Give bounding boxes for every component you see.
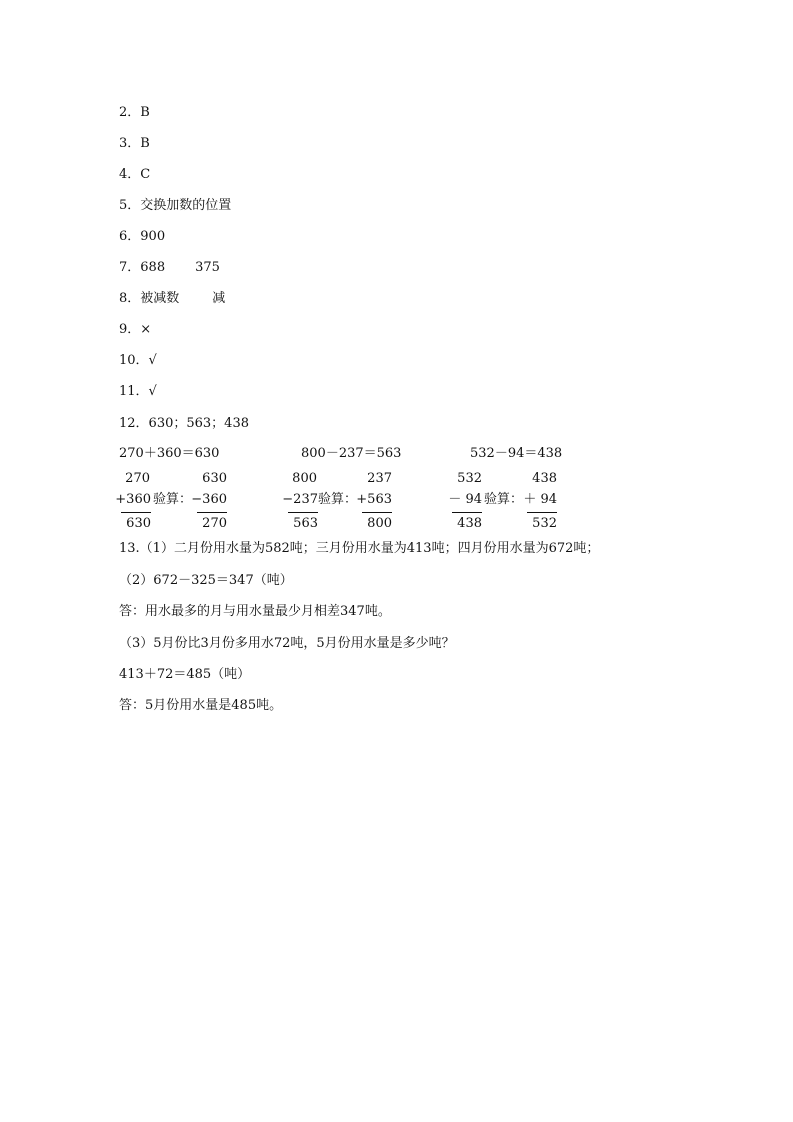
answer-12	[119, 416, 249, 432]
verify-label: 验算：	[484, 492, 524, 507]
answer-6	[119, 229, 165, 245]
equation-1: 270＋360＝630	[119, 446, 220, 461]
equation-2: 800－237＝563	[301, 446, 402, 461]
answer-number: 11．	[119, 384, 149, 399]
result-bar	[288, 512, 318, 513]
q13-part1: 13.（1）二月份用水量为582吨；三月份用水量为413吨；四月份用水量为672吨；	[119, 541, 600, 556]
answer-text: √	[148, 384, 157, 399]
result: 563	[293, 516, 318, 531]
result: 800	[367, 516, 392, 531]
answer-5	[119, 198, 231, 214]
answer-3	[119, 136, 150, 152]
operand-top: 270	[125, 471, 150, 486]
q13-part2: （2）672－325＝347（吨）	[119, 573, 293, 588]
operand-top: 438	[532, 471, 557, 486]
answer-10	[119, 353, 157, 369]
answer-text-second: 减	[212, 291, 226, 306]
answer-number: 6．	[119, 229, 141, 244]
verify-label: 验算：	[318, 492, 358, 507]
answer-4	[119, 167, 150, 183]
answer-11	[119, 384, 157, 400]
result-bar	[452, 512, 482, 513]
answer-text-second: 375	[195, 260, 220, 275]
operand-bottom: ＋ 94	[523, 492, 557, 507]
operand-top: 237	[367, 471, 392, 486]
answer-number: 5．	[119, 198, 141, 213]
answer-number: 4．	[119, 167, 141, 182]
answer-number: 3．	[119, 136, 141, 151]
answer-7	[119, 260, 220, 276]
answer-number: 7．	[119, 260, 141, 275]
answer-2	[119, 105, 150, 121]
answer-text: 900	[140, 229, 166, 244]
operand-bottom: −360	[191, 492, 227, 507]
answer-9	[119, 322, 151, 338]
answer-text: B	[140, 136, 150, 151]
q13-part3-calc: 413＋72＝485（吨）	[119, 667, 251, 682]
result-bar	[527, 512, 557, 513]
operand-top: 532	[457, 471, 482, 486]
q13-answer2: 答：用水最多的月与用水量最少月相差347吨。	[119, 604, 391, 619]
answer-text: ×	[140, 322, 152, 337]
equation-3: 532－94＝438	[470, 446, 563, 461]
answer-number: 10．	[119, 353, 149, 368]
answer-text: 交换加数的位置	[140, 198, 232, 213]
answer-number: 12．	[119, 416, 149, 431]
operand-bottom: −237	[282, 492, 318, 507]
operand-top: 800	[292, 471, 317, 486]
result: 270	[202, 516, 227, 531]
result: 532	[532, 516, 557, 531]
answer-text: √	[148, 353, 157, 368]
answer-text: C	[140, 167, 151, 182]
q13-answer3: 答：5月份用水量是485吨。	[119, 698, 283, 713]
answer-8	[119, 291, 225, 307]
q13-part3: （3）5月份比3月份多用水72吨，5月份用水量是多少吨？	[119, 636, 455, 651]
operand-top: 630	[202, 471, 227, 486]
result-bar	[362, 512, 392, 513]
result-bar	[121, 512, 151, 513]
answer-text: 630；563；438	[148, 416, 249, 431]
result: 438	[457, 516, 482, 531]
operand-bottom: +360	[115, 492, 151, 507]
verify-label: 验算：	[153, 492, 193, 507]
answer-number: 9．	[119, 322, 141, 337]
operand-bottom: － 94	[448, 492, 482, 507]
answer-text: B	[140, 105, 150, 120]
result: 630	[126, 516, 151, 531]
operand-bottom: +563	[356, 492, 392, 507]
answer-number: 2．	[119, 105, 141, 120]
answer-number: 8．	[119, 291, 141, 306]
answer-text: 被减数	[140, 291, 180, 306]
answer-text: 688	[140, 260, 166, 275]
result-bar	[197, 512, 227, 513]
